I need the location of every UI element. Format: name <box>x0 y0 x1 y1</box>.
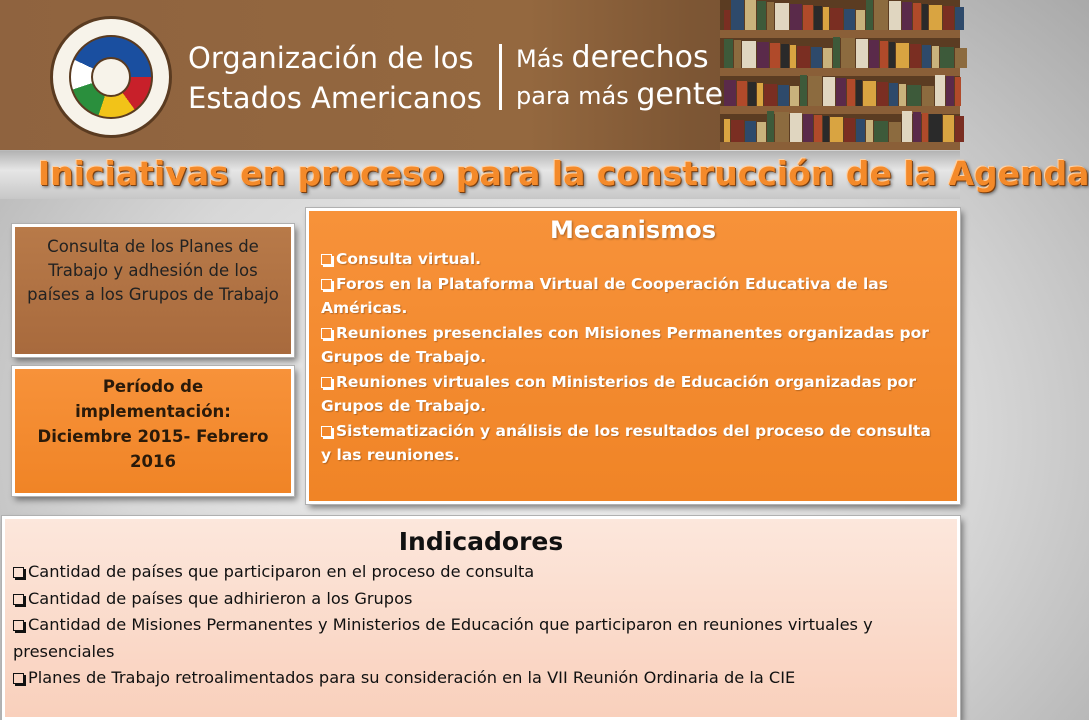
book-spine <box>830 117 843 142</box>
list-item <box>13 559 949 586</box>
book-spine <box>913 3 921 30</box>
book-spine <box>866 120 873 142</box>
book-spine <box>940 47 954 68</box>
checkbox-bullet-icon <box>13 567 24 578</box>
book-spine <box>742 41 756 68</box>
list-item-text: Cantidad de países que adhirieron a los Grupos <box>28 588 413 608</box>
slide-title-bar <box>0 151 1089 199</box>
book-spine <box>889 83 898 106</box>
mecanismos-list <box>321 247 945 468</box>
book-spine <box>935 75 945 106</box>
book-spine <box>922 113 928 142</box>
slide-title: Iniciativas en proceso para la construcción de la Agenda <box>38 154 1089 193</box>
book-spine <box>847 79 855 106</box>
list-item-text: Foros en la Plataforma Virtual de Cooperación Educativa de las Américas. <box>321 274 888 317</box>
periodo-line4: 2016 <box>130 452 176 471</box>
checkbox-bullet-icon <box>13 673 24 684</box>
list-item <box>13 586 949 613</box>
book-spine <box>724 80 736 106</box>
list-item-text: Cantidad de países que participaron en el proceso de consulta <box>28 562 535 581</box>
mecanismos-heading: Mecanismos <box>550 216 716 244</box>
book-spine <box>803 114 813 142</box>
slogan-line2-b: gente <box>636 77 724 112</box>
slogan-line2 <box>516 77 723 114</box>
shelf-board <box>720 68 960 76</box>
slogan-line2-a: para más <box>516 82 637 110</box>
consulta-box <box>12 224 294 357</box>
book-spine <box>913 112 921 142</box>
book-spine <box>833 37 840 68</box>
book-spine <box>775 112 789 142</box>
book-spine <box>745 121 756 142</box>
book-spine <box>823 116 829 142</box>
book-spine <box>823 48 832 68</box>
list-item <box>321 419 945 468</box>
slogan-line1-a: Más <box>516 45 572 73</box>
book-spine <box>856 119 865 142</box>
org-name-line2: Estados Americanos <box>188 81 482 115</box>
book-spine <box>902 2 912 30</box>
checkbox-bullet-icon <box>13 594 24 605</box>
list-item-text: Consulta virtual. <box>336 250 482 268</box>
book-spine <box>800 75 807 106</box>
book-spine <box>844 118 855 142</box>
list-item <box>13 612 949 665</box>
book-spine <box>724 119 730 142</box>
book-spine <box>764 84 777 106</box>
indicadores-heading: Indicadores <box>398 527 564 556</box>
checkbox-bullet-icon <box>321 426 332 437</box>
book-spine <box>748 82 756 106</box>
book-spine <box>943 6 954 30</box>
periodo-line3: Diciembre 2015- Febrero <box>37 427 269 446</box>
book-spine <box>922 4 928 30</box>
mecanismos-box <box>306 208 960 504</box>
shelf-board <box>720 142 960 150</box>
list-item <box>321 272 945 321</box>
header-banner <box>0 0 960 150</box>
book-spine <box>874 121 888 142</box>
book-spine <box>902 111 912 142</box>
book-spine <box>731 120 744 142</box>
book-spine <box>896 43 909 68</box>
book-spine <box>889 122 901 142</box>
book-spine <box>767 111 774 142</box>
bookshelf-image <box>720 0 960 150</box>
list-item <box>321 247 945 272</box>
book-spine <box>757 1 766 30</box>
book-spine <box>808 76 822 106</box>
book-spine <box>724 10 730 30</box>
list-item-text: Sistematización y análisis de los resultados del proceso de consulta y las reuniones. <box>321 421 931 464</box>
book-spine <box>734 40 741 68</box>
book-spine <box>775 3 789 30</box>
book-spine <box>929 5 942 30</box>
header-divider <box>499 44 502 110</box>
book-spine <box>841 38 855 68</box>
indicadores-box <box>2 516 960 720</box>
book-spine <box>955 48 967 68</box>
list-item <box>13 665 949 692</box>
indicadores-list <box>13 559 949 692</box>
book-spine <box>899 84 906 106</box>
book-spine <box>955 116 964 142</box>
book-spine <box>731 0 744 30</box>
seal-center <box>91 57 131 97</box>
book-spine <box>866 0 873 30</box>
book-spine <box>790 113 802 142</box>
book-spine <box>910 44 921 68</box>
book-spine <box>830 8 843 30</box>
book-spine <box>922 86 934 106</box>
book-spine <box>803 5 813 30</box>
organization-name <box>188 38 482 118</box>
checkbox-bullet-icon <box>13 620 24 631</box>
list-item-text: Cantidad de Misiones Permanentes y Ministerios de Educación que participaron en reuniones virtuales y presenciales <box>13 615 873 661</box>
book-spine <box>823 7 829 30</box>
book-spine <box>757 83 763 106</box>
book-spine <box>844 9 855 30</box>
book-spine <box>922 45 931 68</box>
book-spine <box>856 39 868 68</box>
book-spine <box>790 4 802 30</box>
book-spine <box>874 0 888 30</box>
book-spine <box>797 46 810 68</box>
book-spine <box>767 2 774 30</box>
book-spine <box>770 43 780 68</box>
list-item-text: Reuniones virtuales con Ministerios de Educación organizadas por Grupos de Trabajo. <box>321 372 916 415</box>
book-spine <box>814 6 822 30</box>
consulta-text: Consulta de los Planes de Trabajo y adhesión de los países a los Grupos de Trabajo <box>27 237 279 304</box>
list-item-text: Reuniones presenciales con Misiones Permanentes organizadas por Grupos de Trabajo. <box>321 323 929 366</box>
book-spine <box>781 44 789 68</box>
book-spine <box>856 10 865 30</box>
book-spine <box>929 114 942 142</box>
book-spine <box>907 85 921 106</box>
shelf-board <box>720 30 960 38</box>
list-item <box>321 370 945 419</box>
periodo-line1: Período de <box>102 377 204 396</box>
book-spine <box>757 42 769 68</box>
periodo-line2: implementación: <box>75 402 231 421</box>
checkbox-bullet-icon <box>321 328 332 339</box>
checkbox-bullet-icon <box>321 279 332 290</box>
list-item-text: Planes de Trabajo retroalimentados para su consideración en la VII Reunión Ordinaria de la CIE <box>28 668 796 687</box>
book-spine <box>955 7 964 30</box>
checkbox-bullet-icon <box>321 254 332 265</box>
book-spine <box>790 45 796 68</box>
oas-seal-icon <box>50 16 172 138</box>
book-spine <box>856 80 862 106</box>
book-spine <box>955 77 961 106</box>
book-spine <box>757 122 766 142</box>
slogan <box>516 40 723 114</box>
book-spine <box>943 115 954 142</box>
book-spine <box>737 81 747 106</box>
list-item <box>321 321 945 370</box>
book-spine <box>889 1 901 30</box>
book-spine <box>932 46 939 68</box>
book-spine <box>889 42 895 68</box>
book-spine <box>811 47 822 68</box>
book-spine <box>814 115 822 142</box>
book-spine <box>869 40 879 68</box>
book-spine <box>863 81 876 106</box>
slogan-line1 <box>516 40 723 77</box>
slogan-line1-b: derechos <box>571 40 709 75</box>
book-spine <box>790 86 799 106</box>
book-spine <box>946 76 954 106</box>
book-spine <box>877 82 888 106</box>
periodo-box <box>12 366 294 496</box>
book-spine <box>778 85 789 106</box>
book-spine <box>823 77 835 106</box>
book-spine <box>880 41 888 68</box>
checkbox-bullet-icon <box>321 377 332 388</box>
org-name-line1: Organización de los <box>188 41 474 75</box>
book-spine <box>836 78 846 106</box>
book-spine <box>724 39 733 68</box>
book-spine <box>745 0 756 30</box>
